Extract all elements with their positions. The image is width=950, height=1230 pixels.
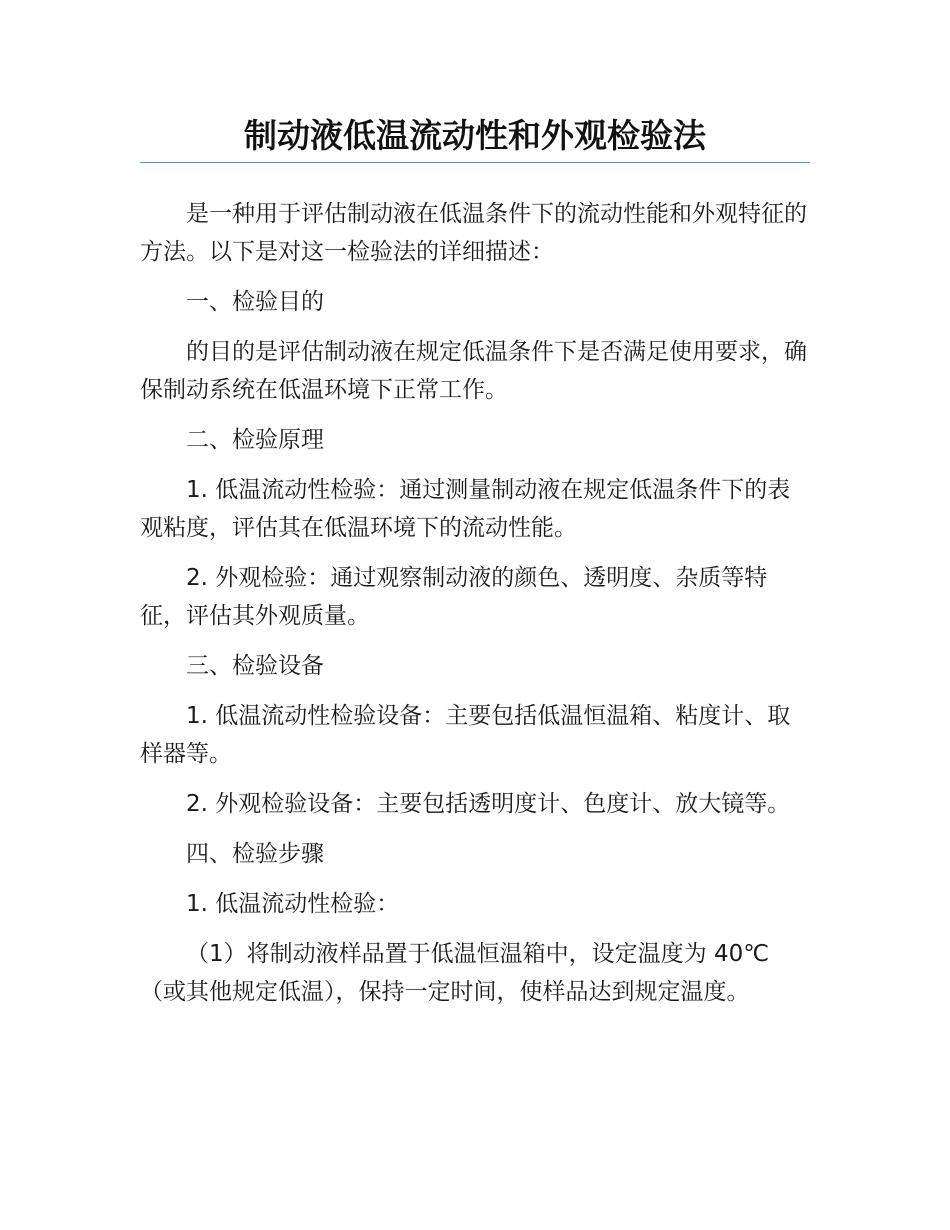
purpose-paragraph: 的目的是评估制动液在规定低温条件下是否满足使用要求，确保制动系统在低温环境下正常工作。: [140, 339, 807, 403]
document-body: [140, 195, 810, 1023]
steps-item-1: 1. 低温流动性检验：: [186, 891, 400, 917]
section-heading-principle: 二、检验原理: [186, 427, 324, 453]
steps-substep-1: （1）将制动液样品置于低温恒温箱中，设定温度为 40℃（或其他规定低温），保持一定时间，使样品达到规定温度。: [140, 941, 770, 1005]
principle-item-2: 2. 外观检验：通过观察制动液的颜色、透明度、杂质等特征，评估其外观质量。: [140, 565, 768, 629]
intro-paragraph: 是一种用于评估制动液在低温条件下的流动性能和外观特征的方法。以下是对这一检验法的详细描述：: [140, 201, 807, 265]
equipment-item-1: 1. 低温流动性检验设备：主要包括低温恒温箱、粘度计、取样器等。: [140, 703, 791, 767]
section-heading-purpose: 一、检验目的: [186, 289, 324, 315]
document-title: 制动液低温流动性和外观检验法: [244, 116, 706, 155]
equipment-item-2: 2. 外观检验设备：主要包括透明度计、色度计、放大镜等。: [186, 791, 791, 817]
title-underline: [140, 162, 810, 163]
section-heading-steps: 四、检验步骤: [186, 841, 324, 867]
section-heading-equipment: 三、检验设备: [186, 653, 324, 679]
principle-item-1: 1. 低温流动性检验：通过测量制动液在规定低温条件下的表观粘度，评估其在低温环境下的流动性能。: [140, 477, 791, 541]
